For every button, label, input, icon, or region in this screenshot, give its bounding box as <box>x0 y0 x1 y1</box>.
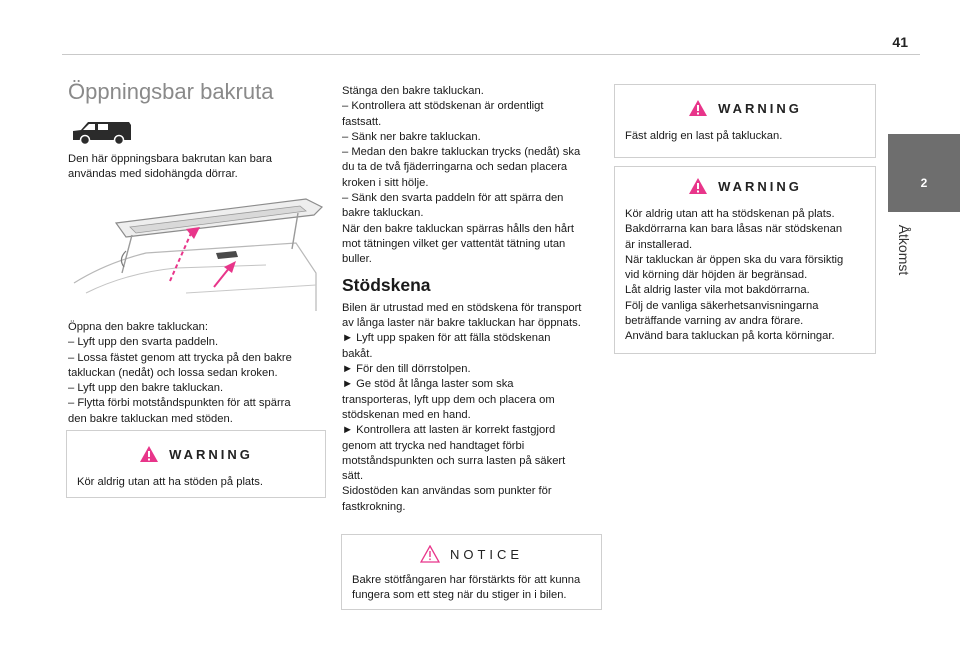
warning-text <box>615 129 875 144</box>
intro-text <box>68 152 328 183</box>
text-line: bakre takluckan. <box>342 207 424 220</box>
notice-line: Bakre stötfångaren har förstärkts för att kunna <box>352 574 581 586</box>
warning-line: Fäst aldrig en last på takluckan. <box>625 130 783 142</box>
warning-line: Bakdörrarna kan bara låsas när stödskenan <box>625 223 843 236</box>
text-line: buller. <box>342 253 372 266</box>
warning-box <box>66 430 326 498</box>
text-line: fastkrokning. <box>342 500 406 513</box>
step-line: – Lyft upp den svarta paddeln. <box>68 336 219 349</box>
text-line: sätt. <box>342 470 364 483</box>
section-heading: Stödskena <box>342 274 431 295</box>
warning-text <box>67 475 325 490</box>
warning-line: vid körning där höjden är begränsad. <box>625 269 808 282</box>
step-line: takluckan (nedåt) och lossa sedan kroken. <box>68 366 278 379</box>
text-line: transporteras, lyft upp dem och placera om <box>342 393 555 406</box>
step-line: – Flytta förbi motståndspunkten för att spärra <box>68 397 291 410</box>
warning-line: Följ de vanliga säkerhetsanvisningarna <box>625 299 819 312</box>
warning-line: Kör aldrig utan att ha stödskenan på plats. <box>625 208 835 220</box>
text-line: ► Kontrollera att lasten är korrekt fastgjord <box>342 424 556 437</box>
warning-text <box>615 207 875 345</box>
column-1 <box>68 79 328 104</box>
chapter-tab[interactable] <box>888 134 960 212</box>
warning-line: Låt aldrig laster vila mot bakdörrarna. <box>625 284 810 297</box>
text-line: genom att trycka ned handtaget förbi <box>342 439 525 452</box>
notice-line: fungera som ett steg när du stiger in i bilen. <box>352 589 567 602</box>
chapter-label <box>896 216 912 286</box>
text-line: – Sänk den svarta paddeln för att spärra den <box>342 192 564 205</box>
warning-title: WARNING <box>718 178 802 194</box>
intro-line: användas med sidohängda dörrar. <box>68 168 238 181</box>
warning-title: WARNING <box>718 100 802 116</box>
chapter-number: 2 <box>920 176 928 190</box>
step-line: den bakre takluckan med stöden. <box>68 412 233 425</box>
warning-line: När takluckan är öppen ska du vara försiktig <box>625 253 844 266</box>
text-line: motståndspunkten och surra lasten på säkert <box>342 454 566 467</box>
chapter-label-text: Åtkomst <box>896 224 912 276</box>
step-line: Öppna den bakre takluckan: <box>68 321 208 333</box>
text-line: ► Ge stöd åt långa laster som ska <box>342 378 514 391</box>
text-line: – Sänk ner bakre takluckan. <box>342 130 481 143</box>
text-line: När den bakre takluckan spärras hålls den hårt <box>342 222 574 235</box>
warning-line: Använd bara takluckan på korta körningar. <box>625 330 835 343</box>
text-line: du ta de två fjäderringarna och sedan placera <box>342 161 568 174</box>
intro-line: Den här öppningsbara bakrutan kan bara <box>68 153 273 165</box>
warning-triangle-icon <box>139 445 159 463</box>
warning-line: beträffande varning av andra förare. <box>625 315 804 328</box>
text-line: fastsatt. <box>342 115 382 128</box>
text-line: Bilen är utrustad med en stödskena för transport <box>342 301 582 314</box>
text-line: ► Lyft upp spaken för att fälla stödskenan <box>342 332 551 345</box>
tailgate-illustration <box>66 193 326 311</box>
warning-box <box>614 84 876 158</box>
step-line: – Lossa fästet genom att trycka på den bakre <box>68 351 292 364</box>
notice-text <box>342 573 601 604</box>
text-line: ► För den till dörrstolpen. <box>342 363 471 376</box>
text-line: mot tätningen vilket ger vattentät tätning utan <box>342 237 566 250</box>
step-line: – Lyft upp den bakre takluckan. <box>68 382 224 395</box>
warning-triangle-icon <box>688 177 708 195</box>
text-line: stödskenan med en hand. <box>342 408 471 421</box>
warning-title: WARNING <box>169 446 253 462</box>
text-line: kroken i sitt hölje. <box>342 176 429 189</box>
warning-line: är installerad. <box>625 238 693 251</box>
page-title: Öppningsbar bakruta <box>68 79 274 104</box>
text-line: av långa laster när bakre takluckan har öppnats. <box>342 317 581 330</box>
text-line: Sidostöden kan användas som punkter för <box>342 485 552 498</box>
page-number: 41 <box>892 34 908 50</box>
notice-box <box>341 534 602 610</box>
warning-line: Kör aldrig utan att ha stöden på plats. <box>77 476 263 488</box>
notice-triangle-icon <box>420 545 440 563</box>
notice-title: NOTICE <box>449 546 524 562</box>
van-icon <box>71 120 133 146</box>
text-line: – Medan den bakre takluckan trycks (nedåt) ska <box>342 146 581 159</box>
warning-box <box>614 166 876 354</box>
text-line: bakåt. <box>342 347 373 360</box>
text-line: – Kontrollera att stödskenan är ordentligt <box>342 100 544 113</box>
opening-steps <box>68 320 330 427</box>
warning-triangle-icon <box>688 99 708 117</box>
text-line: Stänga den bakre takluckan. <box>342 85 484 97</box>
column-2 <box>342 84 604 515</box>
header-rule <box>62 54 920 55</box>
